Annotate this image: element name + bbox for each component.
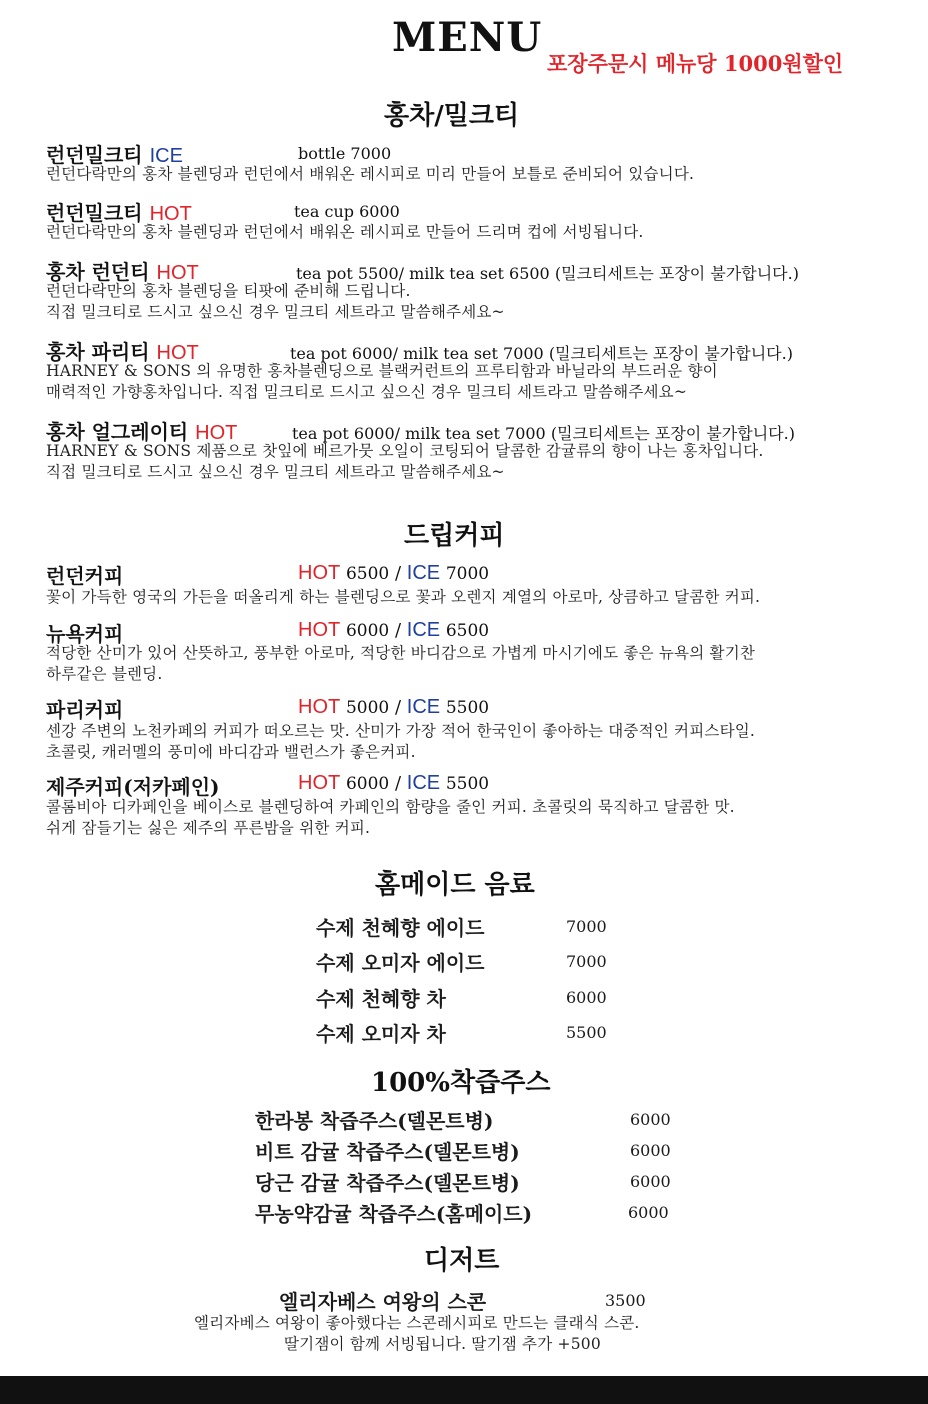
- menu-item-name: 런던커피: [46, 564, 124, 588]
- menu-item-desc: 런던다락만의 홍차 블렌딩을 티팟에 준비해 드립니다.: [46, 282, 411, 300]
- ice-price: 6500: [445, 621, 490, 641]
- homemade-item-name: 수제 오미자 에이드: [316, 951, 485, 975]
- section-title-homemade: 홈메이드 음료: [375, 870, 535, 900]
- ice-price: 5500: [445, 698, 490, 718]
- ice-tag: ICE: [406, 696, 441, 718]
- menu-item-desc: HARNEY & SONS 제품으로 찻잎에 베르가뭇 오일이 코팅되어 달콤한 감귤류의 향이 나는 홍차입니다.: [46, 442, 764, 460]
- price-separator: /: [394, 697, 402, 718]
- item-name-text: 홍차 런던티: [46, 260, 150, 284]
- menu-item-name: 파리커피: [46, 698, 124, 722]
- section-title-drip-coffee: 드립커피: [404, 521, 505, 551]
- hot-price: 6000: [345, 774, 390, 794]
- menu-item-desc: 쉬게 잠들기는 싫은 제주의 푸른밤을 위한 커피.: [46, 819, 371, 837]
- homemade-item-price: 5500: [566, 1023, 607, 1042]
- hot-tag: HOT: [298, 772, 341, 794]
- menu-item-price: tea pot 6000/ milk tea set 7000 (밀크티세트는 포장이 불가합니다.): [290, 344, 793, 363]
- menu-item-desc: 초콜릿, 캐러멜의 풍미에 바디감과 밸런스가 좋은커피.: [46, 743, 416, 761]
- item-name-text: 홍차 얼그레이티: [46, 420, 189, 444]
- takeout-discount-notice: 포장주문시 메뉴당 1000원할인: [547, 51, 844, 76]
- hot-tag: HOT: [298, 619, 341, 641]
- ice-price: 5500: [445, 774, 490, 794]
- juice-item-name: 한라봉 착즙주스(델몬트병): [255, 1109, 494, 1133]
- hot-price: 6500: [345, 564, 390, 584]
- section-title-juice: 100%착즙주스: [371, 1068, 551, 1098]
- hot-price: 6000: [345, 621, 390, 641]
- juice-item-price: 6000: [630, 1141, 671, 1160]
- homemade-item-price: 6000: [566, 988, 607, 1007]
- menu-item-price: bottle 7000: [298, 144, 392, 163]
- menu-title: MENU: [392, 14, 543, 61]
- juice-item-price: 6000: [630, 1110, 671, 1129]
- homemade-item-price: 7000: [566, 917, 607, 936]
- juice-item-price: 6000: [630, 1172, 671, 1191]
- ice-tag: ICE: [149, 145, 183, 167]
- menu-item-name: 제주커피(저카페인): [46, 775, 220, 799]
- menu-item-price: tea pot 6000/ milk tea set 7000 (밀크티세트는 포장이 불가합니다.): [292, 424, 795, 443]
- section-title-tea: 홍차/밀크티: [384, 101, 520, 131]
- item-name-text: 홍차 파리티: [46, 340, 150, 364]
- menu-item-price: [298, 562, 489, 585]
- ice-tag: ICE: [406, 562, 441, 584]
- homemade-item-name: 수제 천혜향 에이드: [316, 916, 485, 940]
- hot-tag: HOT: [149, 203, 192, 225]
- hot-tag: HOT: [298, 562, 341, 584]
- item-name-text: 런던밀크티: [46, 143, 143, 167]
- menu-item-desc: 하루같은 블렌딩.: [46, 665, 163, 683]
- ice-price: 7000: [445, 564, 490, 584]
- hot-tag: HOT: [195, 422, 238, 444]
- menu-item-price: tea cup 6000: [294, 202, 400, 221]
- bottom-bar: [0, 1376, 928, 1404]
- juice-item-name: 비트 감귤 착즙주스(델몬트병): [255, 1140, 520, 1164]
- menu-item-desc: 적당한 산미가 있어 산뜻하고, 풍부한 아로마, 적당한 바디감으로 가볍게 마시기에도 좋은 뉴욕의 활기찬: [46, 644, 756, 662]
- menu-item-price: tea pot 5500/ milk tea set 6500 (밀크티세트는 포장이 불가합니다.): [296, 264, 799, 283]
- dessert-item-desc: 딸기잼이 함께 서빙됩니다. 딸기잼 추가 +500: [284, 1335, 601, 1353]
- menu-item-name: 뉴욕커피: [46, 622, 124, 646]
- menu-item-desc: 런던다락만의 홍차 블렌딩과 런던에서 배워온 레시피로 미리 만들어 보틀로 준비되어 있습니다.: [46, 165, 695, 183]
- dessert-item-desc: 엘리자베스 여왕이 좋아했다는 스콘레시피로 만드는 클래식 스콘.: [194, 1314, 640, 1332]
- juice-item-price: 6000: [628, 1203, 669, 1222]
- menu-item-desc: 콜롬비아 디카페인을 베이스로 블렌딩하여 카페인의 함량을 줄인 커피. 초콜릿의 묵직하고 달콤한 맛.: [46, 798, 735, 816]
- hot-tag: HOT: [156, 262, 199, 284]
- menu-item-price: [298, 619, 489, 642]
- dessert-item-price: 3500: [605, 1291, 646, 1310]
- menu-item-desc: 직접 밀크티로 드시고 싶으신 경우 밀크티 세트라고 말씀해주세요~: [46, 463, 505, 481]
- juice-item-name: 무농약감귤 착즙주스(홈메이드): [255, 1202, 533, 1226]
- homemade-item-price: 7000: [566, 952, 607, 971]
- menu-item-desc: 매력적인 가향홍차입니다. 직접 밀크티로 드시고 싶으신 경우 밀크티 세트라고 말씀해주세요~: [46, 383, 688, 401]
- hot-price: 5000: [345, 698, 390, 718]
- juice-item-name: 당근 감귤 착즙주스(델몬트병): [255, 1171, 520, 1195]
- ice-tag: ICE: [406, 619, 441, 641]
- homemade-item-name: 수제 오미자 차: [316, 1022, 446, 1046]
- dessert-item-name: 엘리자베스 여왕의 스콘: [279, 1290, 487, 1314]
- menu-item-price: [298, 696, 489, 719]
- hot-tag: HOT: [156, 342, 199, 364]
- menu-item-desc: 꽃이 가득한 영국의 가든을 떠올리게 하는 블렌딩으로 꽃과 오렌지 계열의 아로마, 상큼하고 달콤한 커피.: [46, 588, 761, 606]
- price-separator: /: [394, 563, 402, 584]
- menu-item-desc: 런던다락만의 홍차 블렌딩과 런던에서 배워온 레시피로 만들어 드리며 컵에 서빙됩니다.: [46, 223, 644, 241]
- section-title-dessert: 디저트: [424, 1246, 500, 1276]
- menu-item-price: [298, 772, 489, 795]
- homemade-item-name: 수제 천혜향 차: [316, 987, 446, 1011]
- ice-tag: ICE: [406, 772, 441, 794]
- menu-item-desc: 직접 밀크티로 드시고 싶으신 경우 밀크티 세트라고 말씀해주세요~: [46, 303, 505, 321]
- hot-tag: HOT: [298, 696, 341, 718]
- price-separator: /: [394, 773, 402, 794]
- menu-item-desc: HARNEY & SONS 의 유명한 홍차블렌딩으로 블랙커런트의 프루티함과 바닐라의 부드러운 향이: [46, 362, 718, 380]
- price-separator: /: [394, 620, 402, 641]
- menu-item-desc: 센강 주변의 노천카페의 커피가 떠오르는 맛. 산미가 가장 적어 한국인이 좋아하는 대중적인 커피스타일.: [46, 722, 756, 740]
- item-name-text: 런던밀크티: [46, 201, 143, 225]
